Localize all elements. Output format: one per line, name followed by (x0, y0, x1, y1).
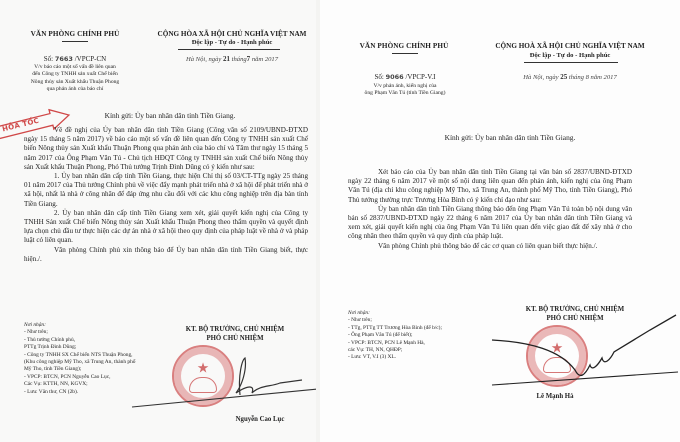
left-date-prefix: Hà Nội, ngày (185, 56, 222, 63)
right-paragraph: Ủy ban nhân dân tỉnh Tiền Giang thông báo đến ông Phạm Văn Tú toàn bộ nội dung văn bản số 2837/UBND-ĐTXD ngày 22 tháng 6 năm 2017 của Ủy ban nhân dân tỉnh Tiền Giang và xem xét, giải quyết kiến nghị của ông Phạm Văn Tú liên quan đến việc giao đất để xây nhà ở cho công nhân theo thẩm quyền và quy định của pháp luật. (348, 204, 632, 241)
right-subject-line: V/v phản ánh, kiến nghị của (373, 83, 437, 89)
left-signature-title (160, 325, 310, 343)
left-greeting: Kính gửi: Ủy ban nhân dân tỉnh Tiền Giang. (104, 111, 236, 120)
right-motto-underline (524, 62, 618, 63)
left-paragraph: Về đề nghị của Ủy ban nhân dân tỉnh Tiền Giang (Công văn số 2109/UBND-ĐTXD ngày 15 tháng 5 năm 2017) về báo cáo một số vấn đề liên quan đến Công ty TNHH sản xuất Chế biến Nông thủy sản Xuất khẩu Thuận Phong qua phản ánh của báo chí và Tâm thư ngày 15 tháng 5 năm 2017 của Ông Phạm Văn Tú - Chủ tịch HĐQT Công ty TNHH sản xuất Chế biến Nông thủy sản Xuất khẩu Thuận Phong, Phó Thủ tướng Trịnh Đình Dũng có ý kiến như sau: (24, 126, 308, 171)
star-emblem-icon: ★ (550, 341, 564, 357)
left-recipient: Mỹ Tho, tỉnh Tiền Giang); (24, 366, 82, 373)
urgent-stamp-label: HỎA TỐC (1, 116, 40, 134)
right-recipients (348, 310, 498, 362)
left-country-name: CỘNG HÒA XÃ HỘI CHỦ NGHĨA VIỆT NAM (157, 30, 307, 38)
left-signature-icon (130, 355, 316, 410)
left-date-suffix: năm 2017 (251, 56, 279, 63)
right-date-suffix: năm 2017 (590, 74, 617, 81)
left-doc-number-prefix: Số: (43, 55, 54, 63)
left-subject-line: qua phản ánh của báo chí (46, 86, 104, 93)
right-agency-underline (392, 53, 418, 54)
right-doc-number-handwritten: 9066 (385, 73, 404, 81)
left-document-page (0, 0, 316, 442)
right-document-page (320, 0, 680, 442)
left-paragraph: Văn phòng Chính phủ xin thông báo để Ủy ban nhân dân tỉnh Tiền Giang biết, thực hiện./. (24, 245, 308, 263)
right-signer-name: Lê Mạnh Hà (536, 393, 574, 400)
right-recipient: - VPCP: BTCN, PCN Lê Mạnh Hà, (348, 339, 425, 346)
right-doc-number-prefix: Số: (374, 73, 384, 81)
right-subject-line: ông Phạm Văn Tú (tỉnh Tiền Giang) (364, 90, 446, 97)
right-country-name: CỘNG HOÀ XÃ HỘI CHỦ NGHĨA VIỆT NAM (495, 42, 645, 50)
right-greeting: Kính gửi: Ủy ban nhân dân tỉnh Tiền Giang. (444, 133, 576, 142)
right-doc-number-suffix: /VPCP-V.I (405, 73, 436, 81)
right-paragraph: Văn phòng Chính phủ thông báo để các cơ quan có liên quan biết thực hiện./. (378, 241, 598, 250)
left-recipient: (Khu công nghiệp Mỹ Tho, xã Trung An, thành phố (24, 359, 136, 366)
left-recipient: Các Vụ: KTTH, NN, KGVX; (24, 381, 88, 388)
left-recipient: - Thủ tướng Chính phủ, (24, 336, 76, 343)
right-sig-title-line1: KT. BỘ TRƯỞNG, CHỦ NHIỆM (525, 306, 625, 313)
left-date-month-label: tháng (231, 56, 247, 63)
right-agency-name: VĂN PHÒNG CHÍNH PHỦ (359, 42, 449, 50)
right-doc-number (340, 73, 470, 81)
right-date-prefix: Hà Nội, ngày (523, 74, 559, 81)
right-body (348, 168, 632, 251)
right-date-month: tháng 8 (568, 74, 589, 81)
left-sig-title-line2: PHÓ CHỦ NHIỆM (206, 335, 264, 342)
left-paragraph: 1. Ủy ban nhân dân cấp tỉnh Tiền Giang, thực hiện Chỉ thị số 03/CT-TTg ngày 25 tháng 01 năm 2017 của Thủ tướng Chính phủ về việc đẩy mạnh phát triển nhà ở xã hội để phát triển nhà ở xã hội, nhất là nhà ở công nhân để đáp ứng nhu cầu đối với các khu công nghiệp trên địa bàn tỉnh Tiền Giang. (24, 172, 308, 208)
left-date (146, 55, 316, 63)
right-date-day: 25 (560, 73, 568, 81)
left-subject-line: đến Công ty TNHH sản xuất Chế biến (32, 71, 118, 78)
left-sig-title-line1: KT. BỘ TRƯỞNG, CHỦ NHIỆM (185, 326, 285, 333)
left-doc-number-suffix: /VPCP-CN (74, 55, 107, 63)
left-subject-line: Nông thủy sản Xuất khẩu Thuận Phong (30, 78, 120, 85)
left-paragraph: 2. Ủy ban nhân dân cấp tỉnh Tiền Giang xem xét, giải quyết kiến nghị của Công ty TNHH Sản xuất Chế biến Nông thủy sản Xuất khẩu Thuận Phong theo thẩm quyền và quyết định lựa chọn chủ đầu tư thực hiện các dự án nhà ở xã hội theo quy định của pháp luật về nhà ở và pháp luật có liên quan. (24, 208, 308, 245)
left-body (24, 126, 308, 264)
right-recipients-label: Nơi nhận: (348, 310, 370, 316)
left-motto: Độc lập - Tự do - Hạnh phúc (191, 39, 273, 46)
right-motto: Độc lập - Tự do - Hạnh phúc (529, 52, 611, 59)
left-recipient: - Lưu: Văn thư, CN (2b). (24, 388, 79, 395)
left-agency-name: VĂN PHÒNG CHÍNH PHỦ (30, 30, 120, 38)
right-recipient: các Vụ: TH, NN, QHĐP; (348, 347, 403, 354)
right-recipient: - Ông Phạm Văn Tú (để biết); (348, 332, 413, 339)
left-motto-underline (178, 49, 280, 50)
left-signer-name: Nguyễn Cao Lục (235, 416, 285, 423)
left-recipients-label: Nơi nhận: (24, 322, 46, 328)
left-recipient: - Như trên; (24, 329, 48, 336)
right-recipient: - Lưu: VT, V.I (3) XL. (348, 354, 397, 361)
right-subject (340, 83, 470, 98)
left-subject-line: V/v báo cáo một số vấn đề liên quan (34, 64, 116, 70)
right-signature-icon (490, 310, 680, 395)
left-agency-underline (62, 41, 88, 42)
right-recipient: - Như trên; (348, 317, 372, 324)
left-doc-number (10, 55, 140, 63)
right-sig-title-line2: PHÓ CHỦ NHIỆM (546, 315, 604, 322)
star-emblem-icon: ★ (196, 361, 210, 377)
left-date-day: 21 (222, 55, 230, 63)
right-recipient: - TTg, PTTg TT Trương Hòa Bình (để b/c); (348, 324, 442, 331)
left-recipient: - VPCP: BTCN, PCN Nguyễn Cao Lục, (24, 373, 111, 380)
left-subject (10, 64, 140, 94)
right-date (470, 73, 670, 81)
left-recipient: - Công ty TNHH SX Chế biến NTS Thuận Phong, (24, 351, 133, 358)
left-doc-number-handwritten: 7663 (54, 55, 73, 63)
left-recipient: PTTg Trịnh Đình Dũng; (24, 344, 77, 351)
right-paragraph: Xét báo cáo của Ủy ban nhân dân tỉnh Tiền Giang tại văn bản số 2837/UBND-ĐTXD ngày 22 tháng 6 năm 2017 về một số nội dung liên quan đến phản ánh, kiến nghị của ông Phạm Văn Tú (địa chỉ khu công nghiệp Mỹ Tho, xã Trung An, thành phố Mỹ Tho, tỉnh Tiền Giang), Phó Thủ tướng thường trực Trương Hòa Bình có ý kiến chỉ đạo như sau: (348, 168, 632, 204)
left-date-month: 7 (246, 55, 251, 63)
